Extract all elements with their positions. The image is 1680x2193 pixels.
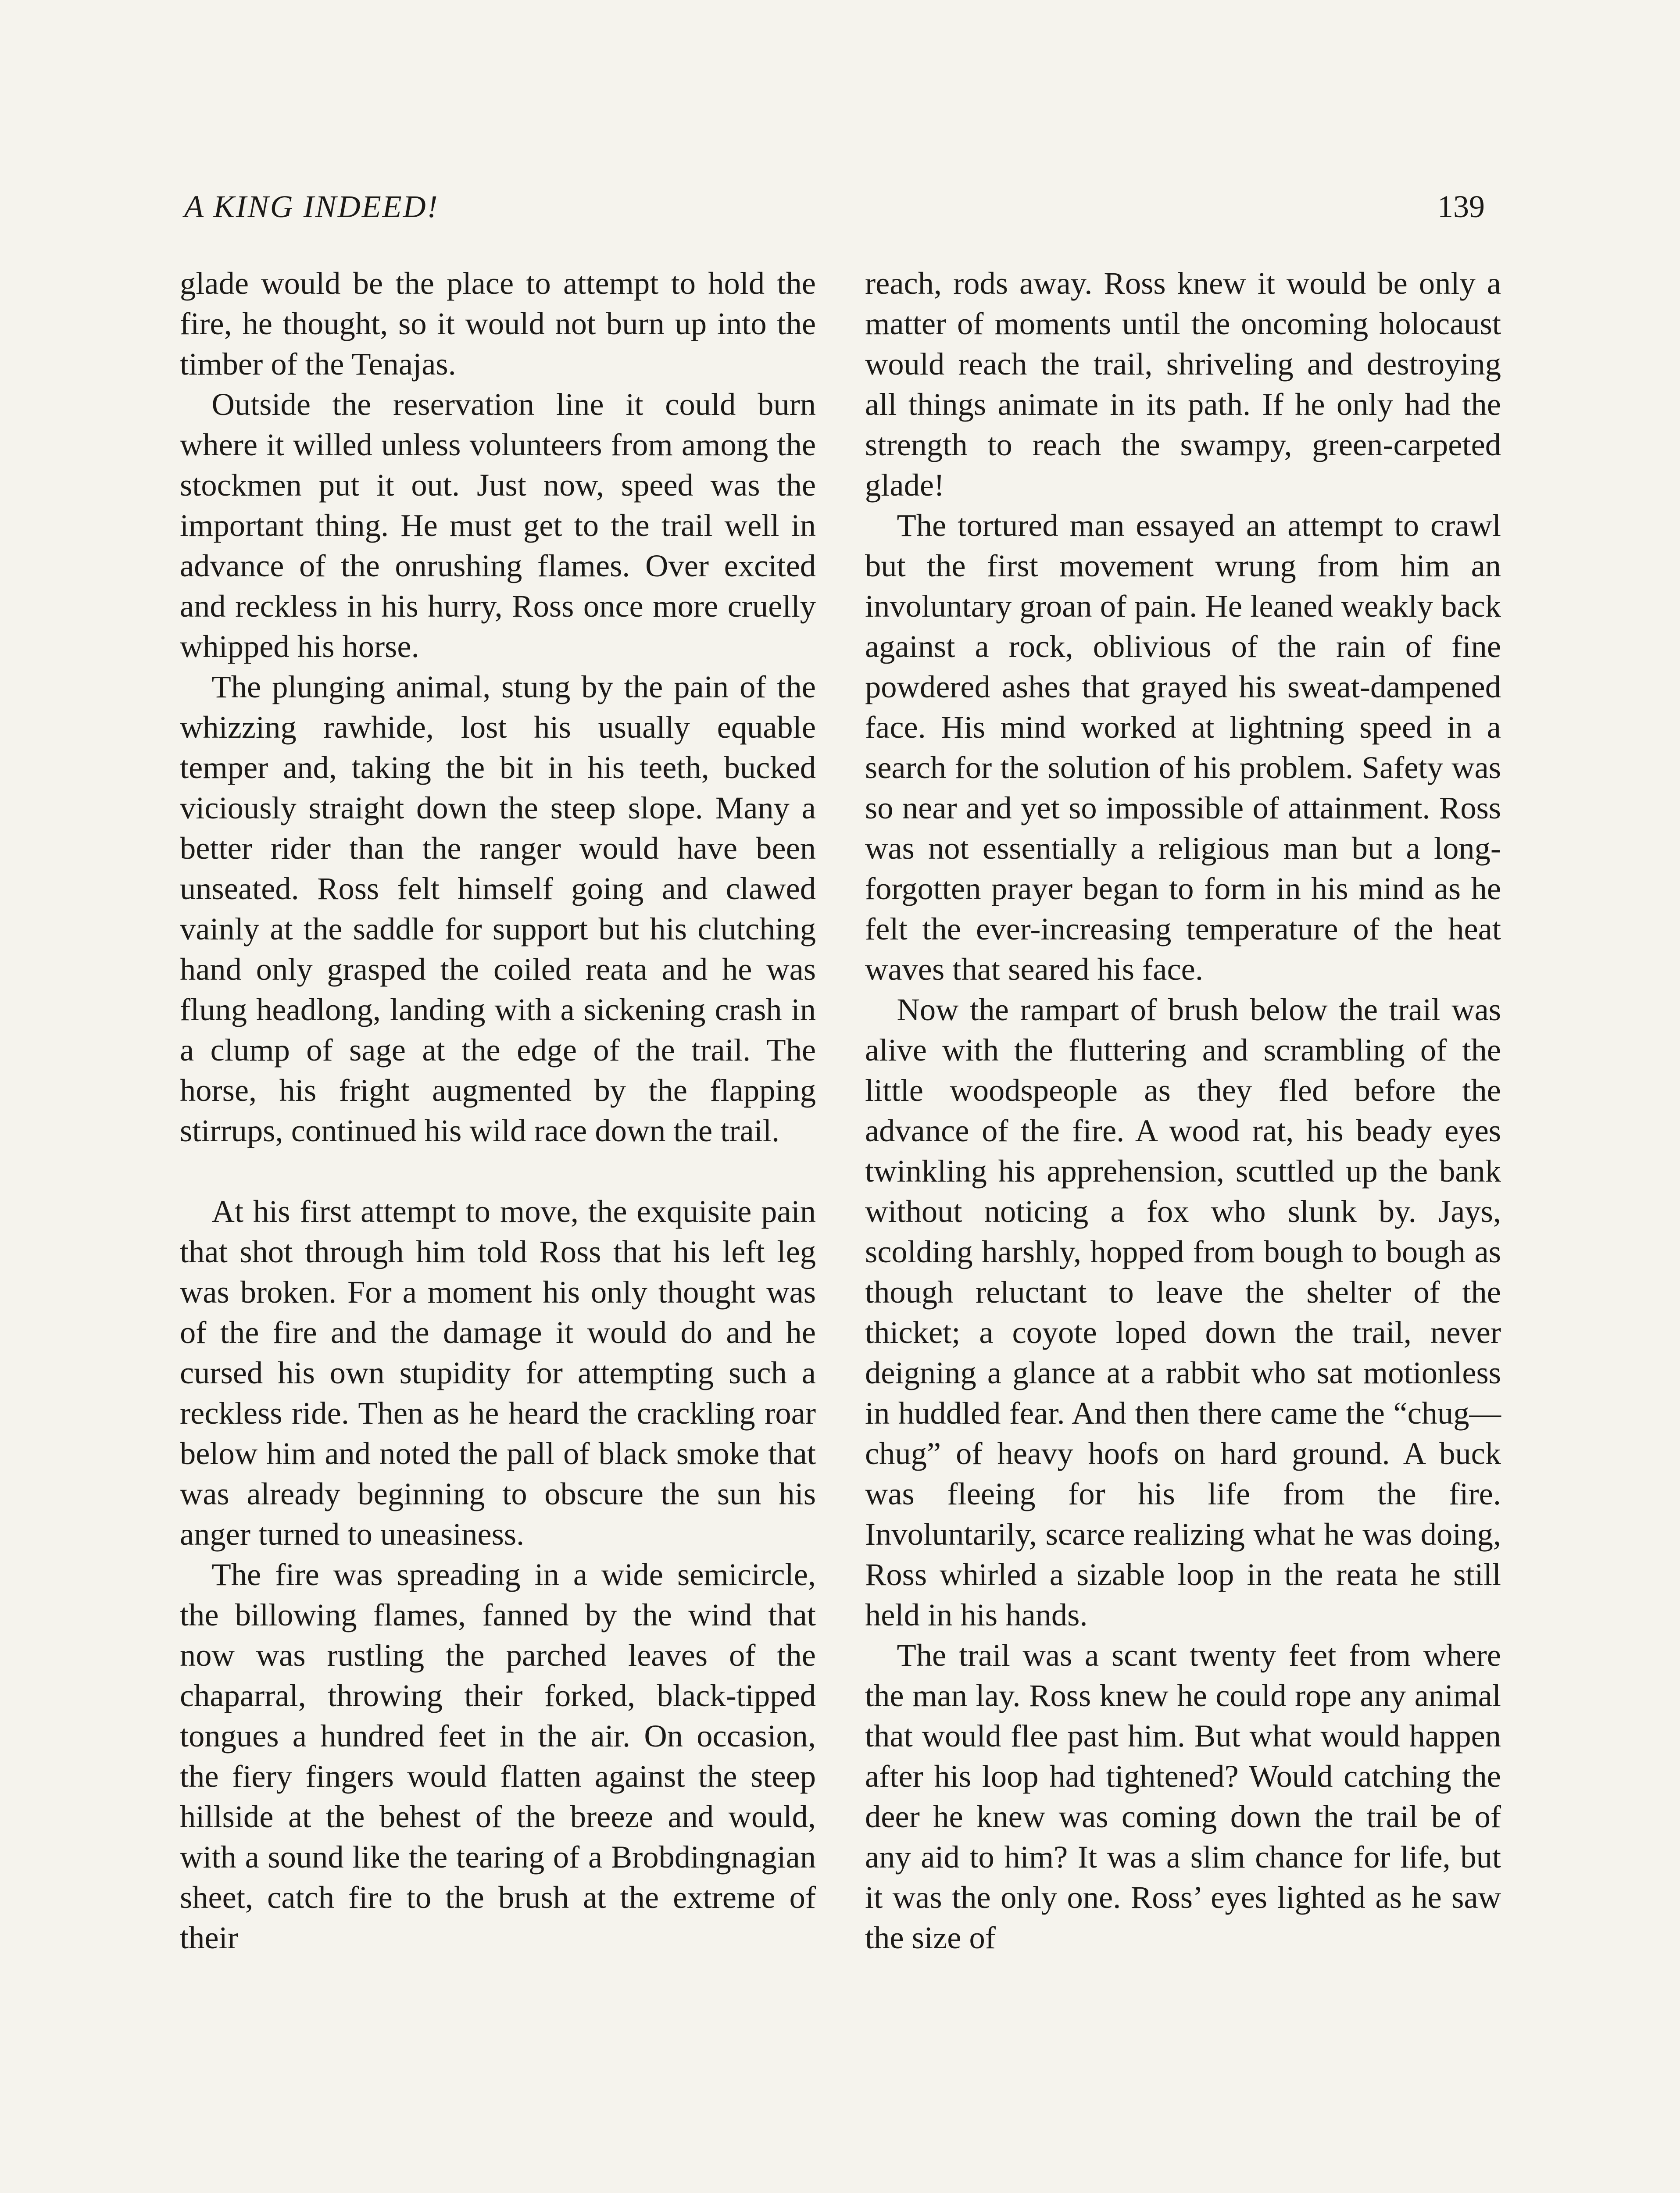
right-column	[865, 263, 1501, 1958]
running-head	[184, 189, 1485, 237]
page-number: 139	[1437, 189, 1485, 224]
paragraph: At his first attempt to move, the exquisite pain that shot through him told Ross that his left leg was broken. For a moment his only thought was of the fire and the damage it would do and he cursed his own stupidity for attempting such a reckless ride. Then as he heard the crackling roar below him and noted the pall of black smoke that was already beginning to obscure the sun his anger turned to uneasiness.	[180, 1193, 816, 1552]
left-column	[180, 263, 816, 1958]
paragraph: The tortured man essayed an attempt to crawl but the first movement wrung from him an involuntary groan of pain. He leaned weakly back against a rock, oblivious of the rain of fine powdered ashes that grayed his sweat-dampened face. His mind worked at lightning speed in a search for the solution of his problem. Safety was so near and yet so impossible of attainment. Ross was not essentially a religious man but a long-forgotten prayer began to form in his mind as he felt the ever-increasing temperature of the heat waves that seared his face.	[865, 507, 1501, 987]
paragraph: The trail was a scant twenty feet from where the man lay. Ross knew he could rope any animal that would flee past him. But what would happen after his loop had tightened? Would catching the deer he knew was coming down the trail be of any aid to him? It was a slim chance for life, but it was the only one. Ross’ eyes lighted as he saw the size of	[865, 1637, 1501, 1955]
paragraph: The plunging animal, stung by the pain of the whizzing rawhide, lost his usually equable temper and, taking the bit in his teeth, bucked viciously straight down the steep slope. Many a better rider than the ranger would have been unseated. Ross felt himself going and clawed vainly at the saddle for support but his clutching hand only grasped the coiled reata and he was flung headlong, landing with a sickening crash in a clump of sage at the edge of the trail. The horse, his fright augmented by the flapping stirrups, continued his wild race down the trail.	[180, 669, 816, 1148]
paragraph: reach, rods away. Ross knew it would be only a matter of moments until the oncoming holocaust would reach the trail, shriveling and destroying all things animate in its path. If he only had the strength to reach the swampy, green-carpeted glade!	[865, 265, 1501, 503]
paragraph: Now the rampart of brush below the trail was alive with the fluttering and scrambling of the little woodspeople as they fled before the advance of the fire. A wood rat, his beady eyes twinkling his apprehension, scuttled up the bank without noticing a fox who slunk by. Jays, scolding harshly, hopped from bough to bough as though reluctant to leave the shelter of the thicket; a coyote loped down the trail, never deigning a glance at a rabbit who sat motionless in huddled fear. And then there came the “chug—chug” of heavy hoofs on hard ground. A buck was fleeing for his life from the fire. Involuntarily, scarce realizing what he was doing, Ross whirled a sizable loop in the reata he still held in his hands.	[865, 992, 1501, 1632]
running-title: A KING INDEED!	[184, 189, 439, 224]
paragraph: Outside the reservation line it could burn where it willed unless volunteers from among the stockmen put it out. Just now, speed was the important thing. He must get to the trail well in advance of the onrushing flames. Over excited and reckless in his hurry, Ross once more cruelly whipped his horse.	[180, 386, 816, 664]
paragraph: The fire was spreading in a wide semicircle, the billowing flames, fanned by the wind that now was rustling the parched leaves of the chaparral, throwing their forked, black-tipped tongues a hundred feet in the air. On occasion, the fiery fingers would flatten against the steep hillside at the behest of the breeze and would, with a sound like the tearing of a Brobdingnagian sheet, catch fire to the brush at the extreme of their	[180, 1557, 816, 1955]
paragraph: glade would be the place to attempt to hold the fire, he thought, so it would not burn up into the timber of the Tenajas.	[180, 265, 816, 382]
